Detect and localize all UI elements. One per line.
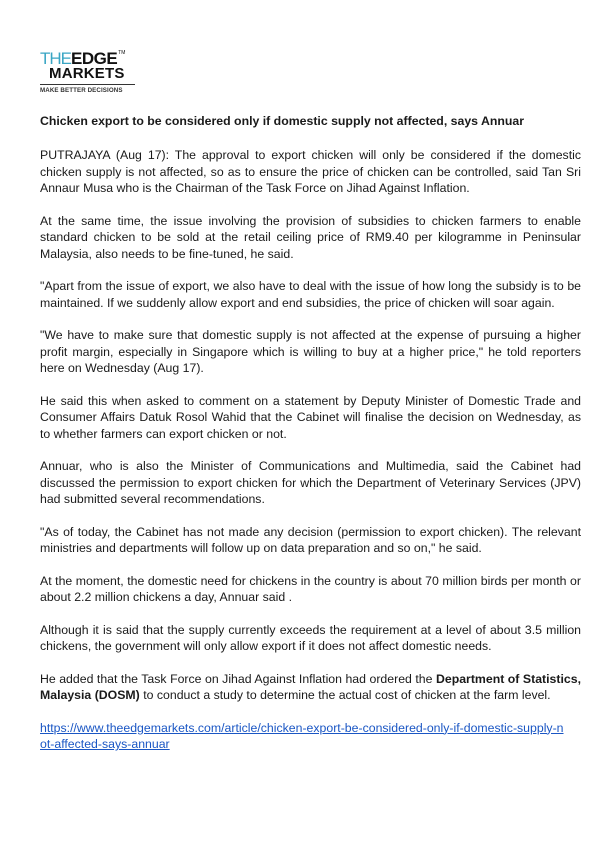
paragraph-text: to conduct a study to determine the actual cost of chicken at the farm level. bbox=[139, 688, 551, 702]
article-title: Chicken export to be considered only if domestic supply not affected, says Annuar bbox=[40, 114, 525, 128]
article-paragraph: "We have to make sure that domestic supply is not affected at the expense of pursuing a higher profit margin, especially in Singapore which is willing to buy at a higher price," he told reporters here on Wednesday (Aug 17). bbox=[40, 328, 581, 375]
article-paragraph: At the same time, the issue involving the provision of subsidies to chicken farmers to enable standard chicken to be sold at the retail ceiling price of RM9.40 per kilogramme in Peninsular Malaysia, also needs to be fine-tuned, he said. bbox=[40, 213, 581, 261]
article bbox=[40, 113, 581, 753]
article-paragraph: At the moment, the domestic need for chickens in the country is about 70 million birds per month or about 2.2 million chickens a day, Annuar said . bbox=[40, 573, 581, 604]
article-paragraph: Annuar, who is also the Minister of Communications and Multimedia, said the Cabinet had discussed the permission to export chicken for which the Department of Veterinary Services (JPV) had submitted several recommendations. bbox=[40, 459, 581, 506]
logo-markets: MARKETS bbox=[49, 65, 125, 82]
logo-the: THE bbox=[40, 49, 71, 68]
article-paragraph: Although it is said that the supply currently exceeds the requirement at a level of about 3.5 million chickens, the government will only allow export if it does not affect domestic needs. bbox=[40, 622, 581, 653]
bold-organization: Department of Statistics, Malaysia (DOSM) bbox=[40, 671, 581, 702]
logo-trademark: TM bbox=[118, 50, 126, 56]
logo-edge: EDGE bbox=[71, 49, 118, 68]
article-paragraph-last bbox=[40, 671, 581, 704]
paragraph-text: He added that the Task Force on Jihad Against Inflation had ordered the bbox=[40, 671, 436, 686]
source-link[interactable]: https://www.theedgemarkets.com/article/chicken-export-be-considered-only-if-domestic-supply-not-affected-says-annuar bbox=[40, 720, 564, 751]
logo-divider bbox=[40, 84, 135, 85]
the-edge-markets-logo bbox=[40, 50, 150, 94]
article-paragraph: "As of today, the Cabinet has not made any decision (permission to export chicken). The relevant ministries and departments will follow up on data preparation and so on," he said. bbox=[40, 524, 581, 555]
logo-wordmark bbox=[40, 49, 150, 68]
article-paragraph: He said this when asked to comment on a statement by Deputy Minister of Domestic Trade and Consumer Affairs Datuk Rosol Wahid that the Cabinet will finalise the decision on Wednesday, as to whether farmers can export chicken or not. bbox=[40, 393, 581, 441]
article-paragraph: PUTRAJAYA (Aug 17): The approval to export chicken will only be considered if the domestic chicken supply is not affected, so as to ensure the price of chicken can be controlled, said Tan Sri Annaur Musa who is the Chairman of the Task Force on Jihad Against Inflation. bbox=[40, 148, 581, 195]
article-paragraph: "Apart from the issue of export, we also have to deal with the issue of how long the subsidy is to be maintained. If we suddenly allow export and end subsidies, the price of chicken will soar again. bbox=[40, 279, 581, 310]
logo-tagline: MAKE BETTER DECISIONS bbox=[40, 87, 123, 94]
